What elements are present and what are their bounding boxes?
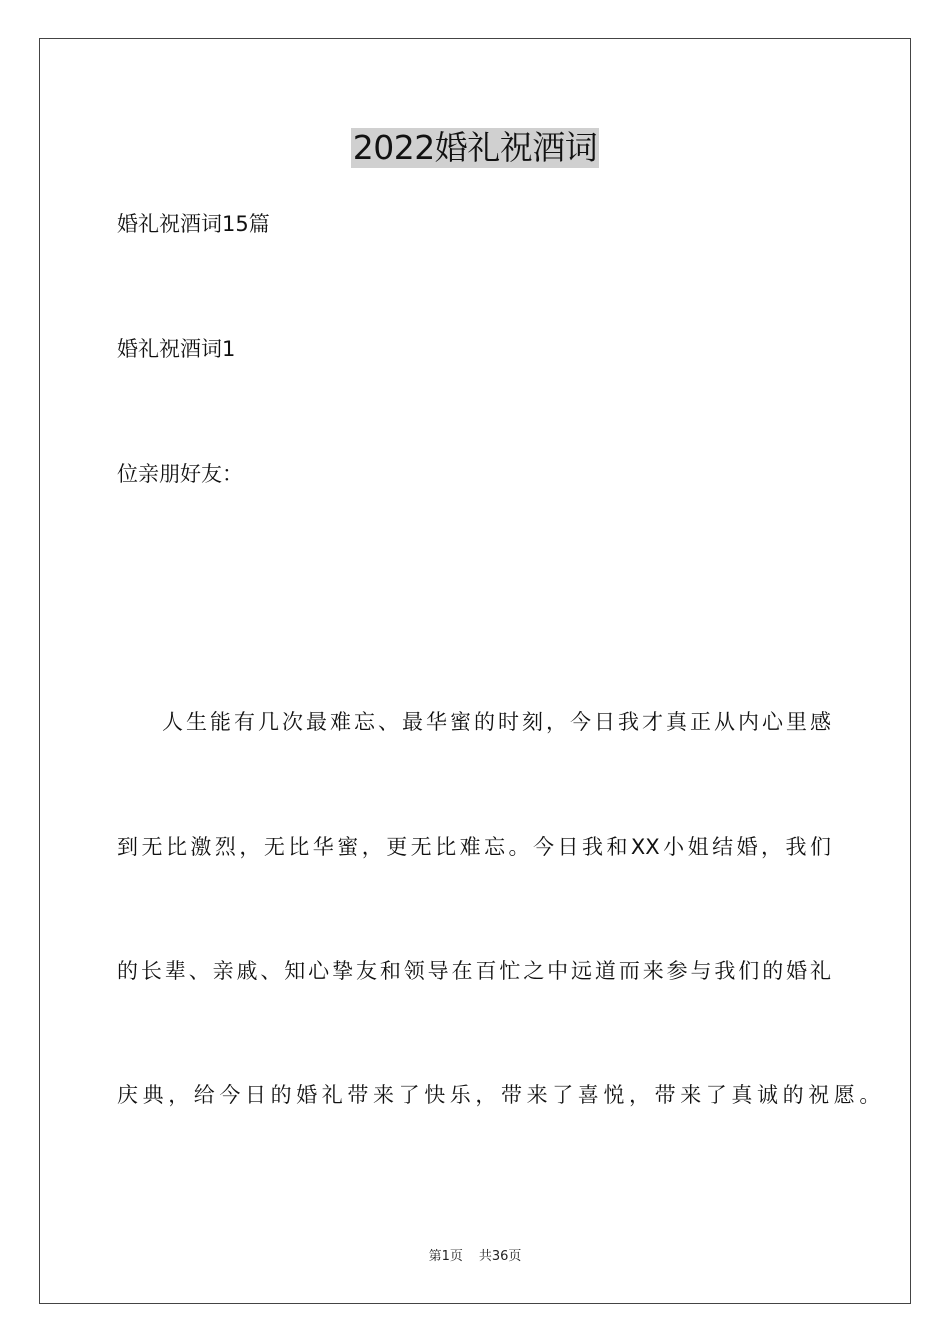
document-subtitle: 婚礼祝酒词15篇 [117, 212, 270, 236]
page-footer [0, 1248, 950, 1266]
paragraph-line: 庆典，给今日的婚礼带来了快乐，带来了喜悦，带来了真诚的祝愿。 [117, 1083, 885, 1107]
page-total: 共36页 [478, 1249, 522, 1264]
paragraph-line: 人生能有几次最难忘、最华蜜的时刻，今日我才真正从内心里感 [162, 710, 831, 734]
paragraph-line: 到无比激烈，无比华蜜，更无比难忘。今日我和XX小姐结婚，我们 [117, 835, 831, 859]
document-title: 2022婚礼祝酒词 [352, 128, 598, 167]
section-heading: 婚礼祝酒词1 [117, 337, 236, 361]
page-number: 第1页 [428, 1249, 463, 1264]
salutation: 位亲朋好友： [117, 462, 243, 486]
title-container [0, 128, 950, 168]
paragraph-line: 的长辈、亲戚、知心挚友和领导在百忙之中远道而来参与我们的婚礼 [117, 959, 831, 983]
